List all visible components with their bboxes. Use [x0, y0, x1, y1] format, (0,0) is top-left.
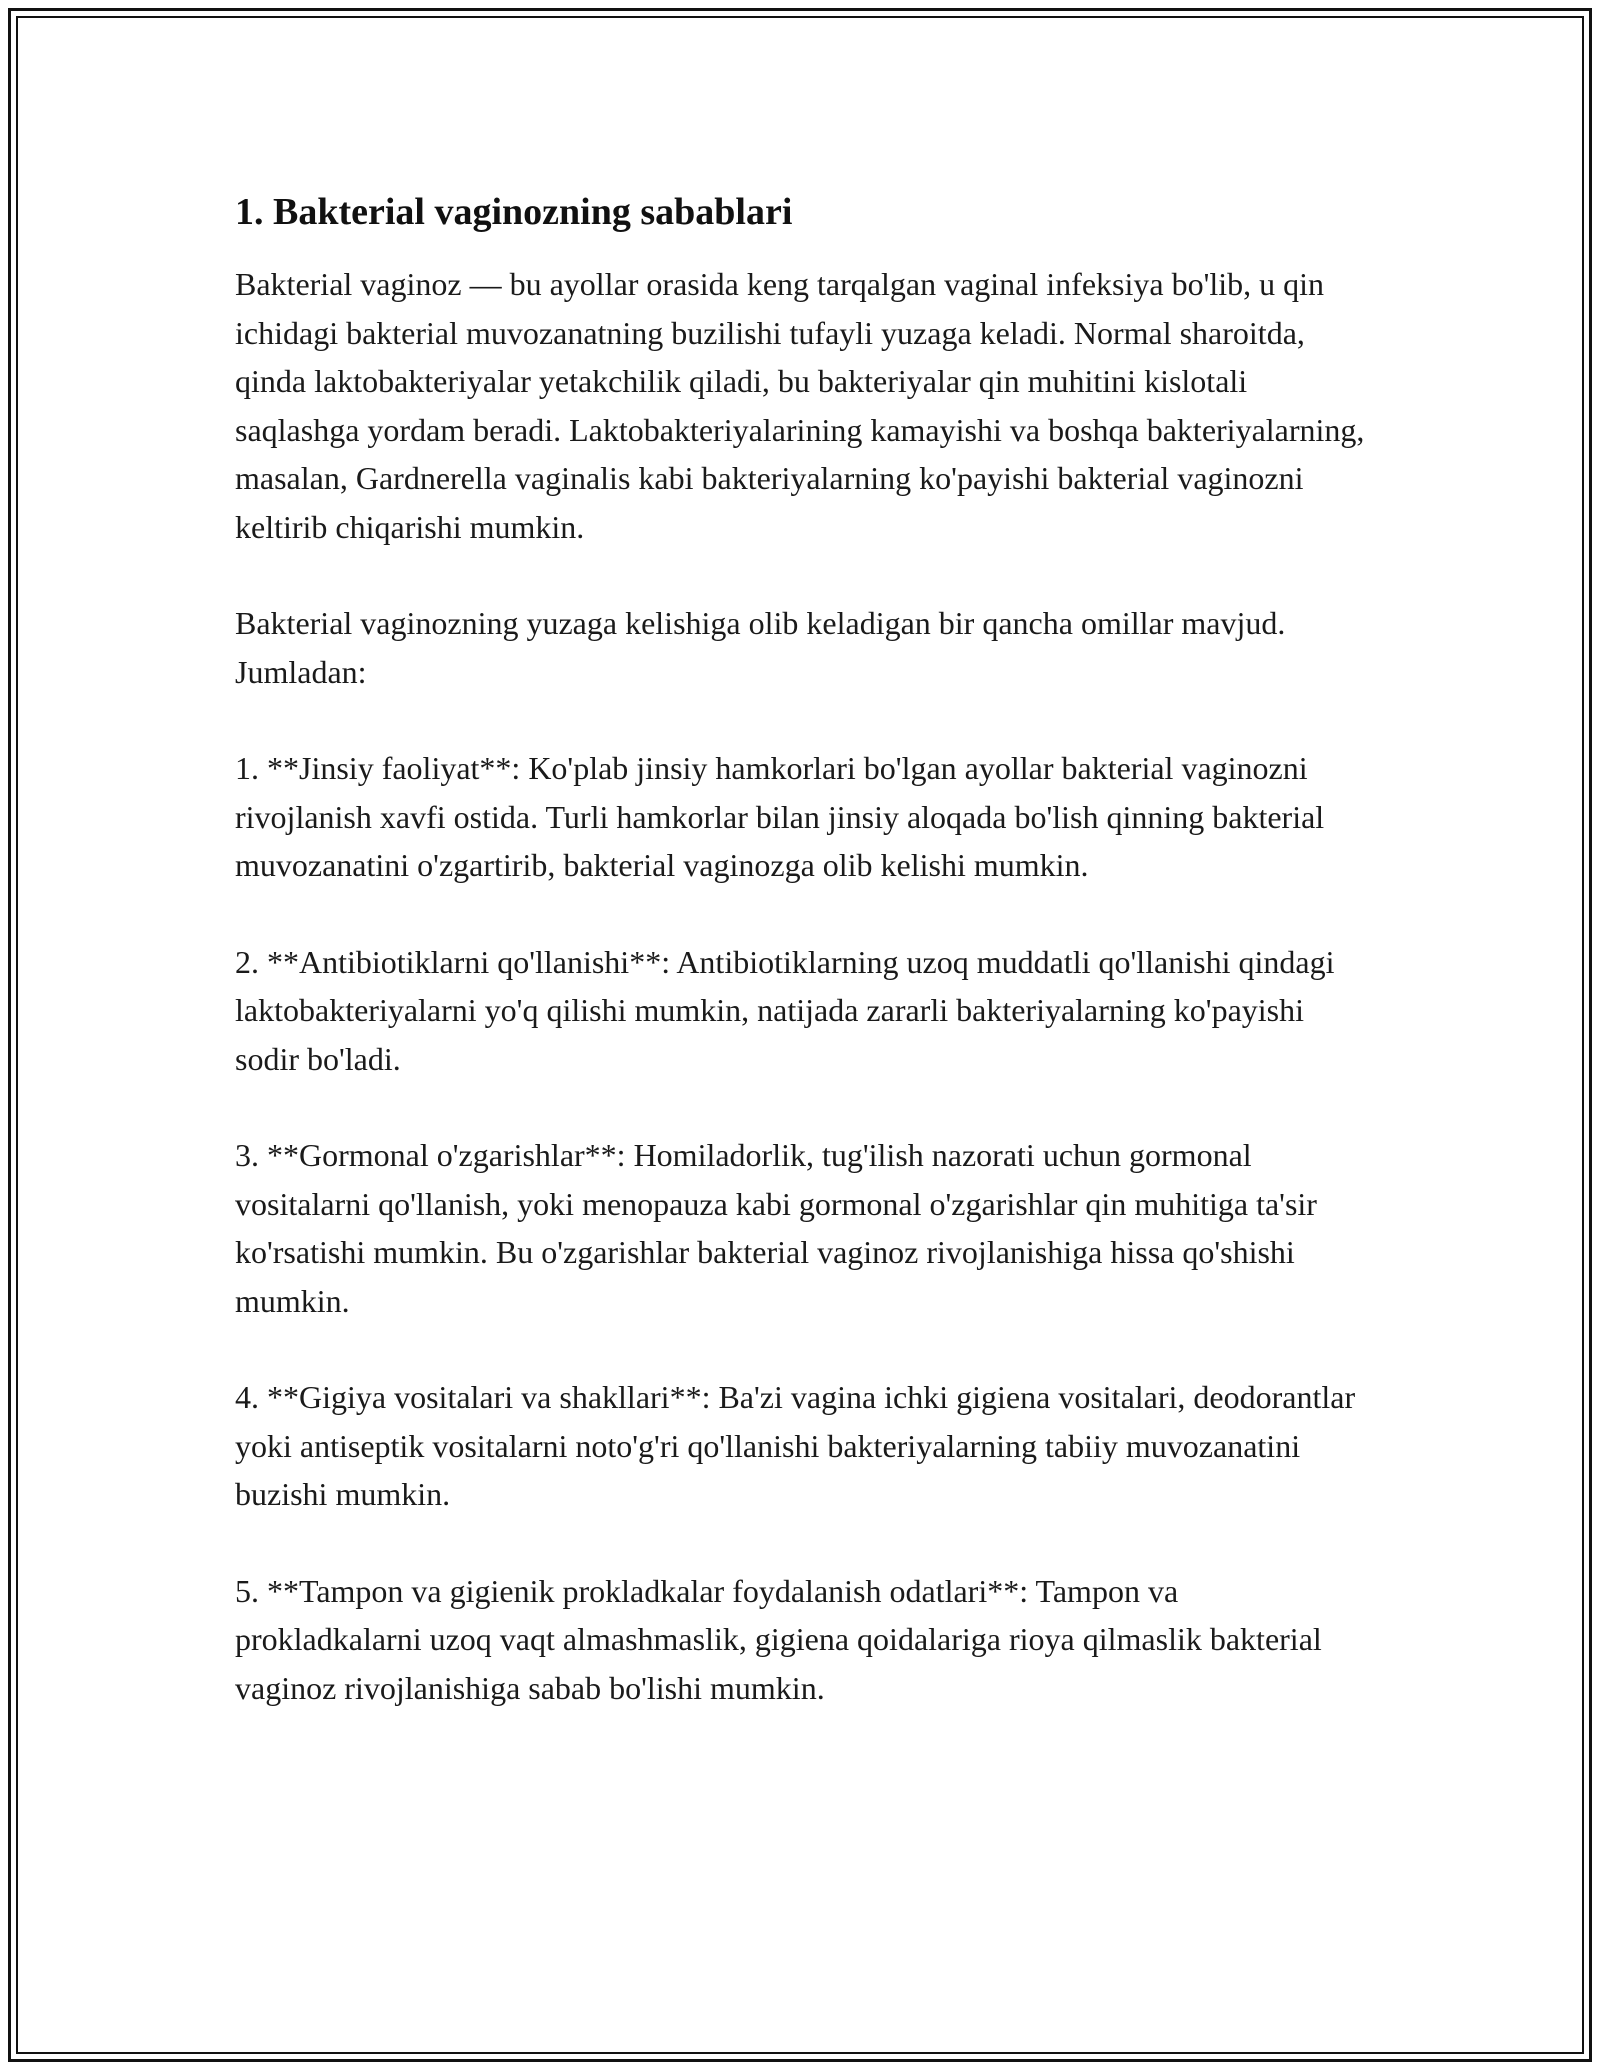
section-heading: 1. Bakterial vaginozning sabablari — [235, 191, 793, 233]
list-item-hygiene-products: 4. **Gigiya vositalari va shakllari**: Ba'zi vagina ichki gigiena vositalari, deodorantlar yoki antiseptik vositalarni noto'g'ri qo'llanishi bakteriyalarning tabiiy muvozanatini buzishi mumkin. — [235, 1379, 1356, 1512]
paragraph-intro: Bakterial vaginoz — bu ayollar orasida keng tarqalgan vaginal infeksiya bo'lib, u qin ichidagi bakterial muvozanatning buzilishi tufayli yuzaga keladi. Normal sharoitda, qinda laktobakteriyalar yetakchilik qiladi, bu bakteriyalar qin muhitini kislotali saqlashga yordam beradi. Laktobakteriyalarining kamayishi va boshqa bakteriyalarning, masalan, Gardnerella vaginalis kabi bakteriyalarning ko'payishi bakterial vaginozni keltirib chiqarishi mumkin. — [235, 266, 1365, 545]
list-item-sexual-activity: 1. **Jinsiy faoliyat**: Ko'plab jinsiy hamkorlari bo'lgan ayollar bakterial vaginozni rivojlanish xavfi ostida. Turli hamkorlar bilan jinsiy aloqada bo'lish qinning bakterial muvozanatini o'zgartirib, bakterial vaginozga olib kelishi mumkin. — [235, 750, 1325, 883]
document-body — [235, 188, 1365, 1760]
list-item-tampon-habits: 5. **Tampon va gigienik prokladkalar foydalanish odatlari**: Tampon va prokladkalarni uzoq vaqt almashmaslik, gigiena qoidalariga rioya qilmaslik bakterial vaginoz rivojlanishiga sabab bo'lishi mumkin. — [235, 1572, 1322, 1706]
list-item-antibiotics: 2. **Antibiotiklarni qo'llanishi**: Antibiotiklarning uzoq muddatli qo'llanishi qindagi laktobakteriyalarni yo'q qilishi mumkin, natijada zararli bakteriyalarning ko'payishi sodir bo'ladi. — [235, 943, 1335, 1077]
paragraph-factors-lead: Bakterial vaginozning yuzaga kelishiga olib keladigan bir qancha omillar mavjud. Jumladan: — [235, 605, 1286, 690]
list-item-hormonal-changes: 3. **Gormonal o'zgarishlar**: Homiladorlik, tug'ilish nazorati uchun gormonal vositalarni qo'llanish, yoki menopauza kabi gormonal o'zgarishlar qin muhitiga ta'sir ko'rsatishi mumkin. Bu o'zgarishlar bakterial vaginoz rivojlanishiga hissa qo'shishi mumkin. — [235, 1137, 1317, 1319]
